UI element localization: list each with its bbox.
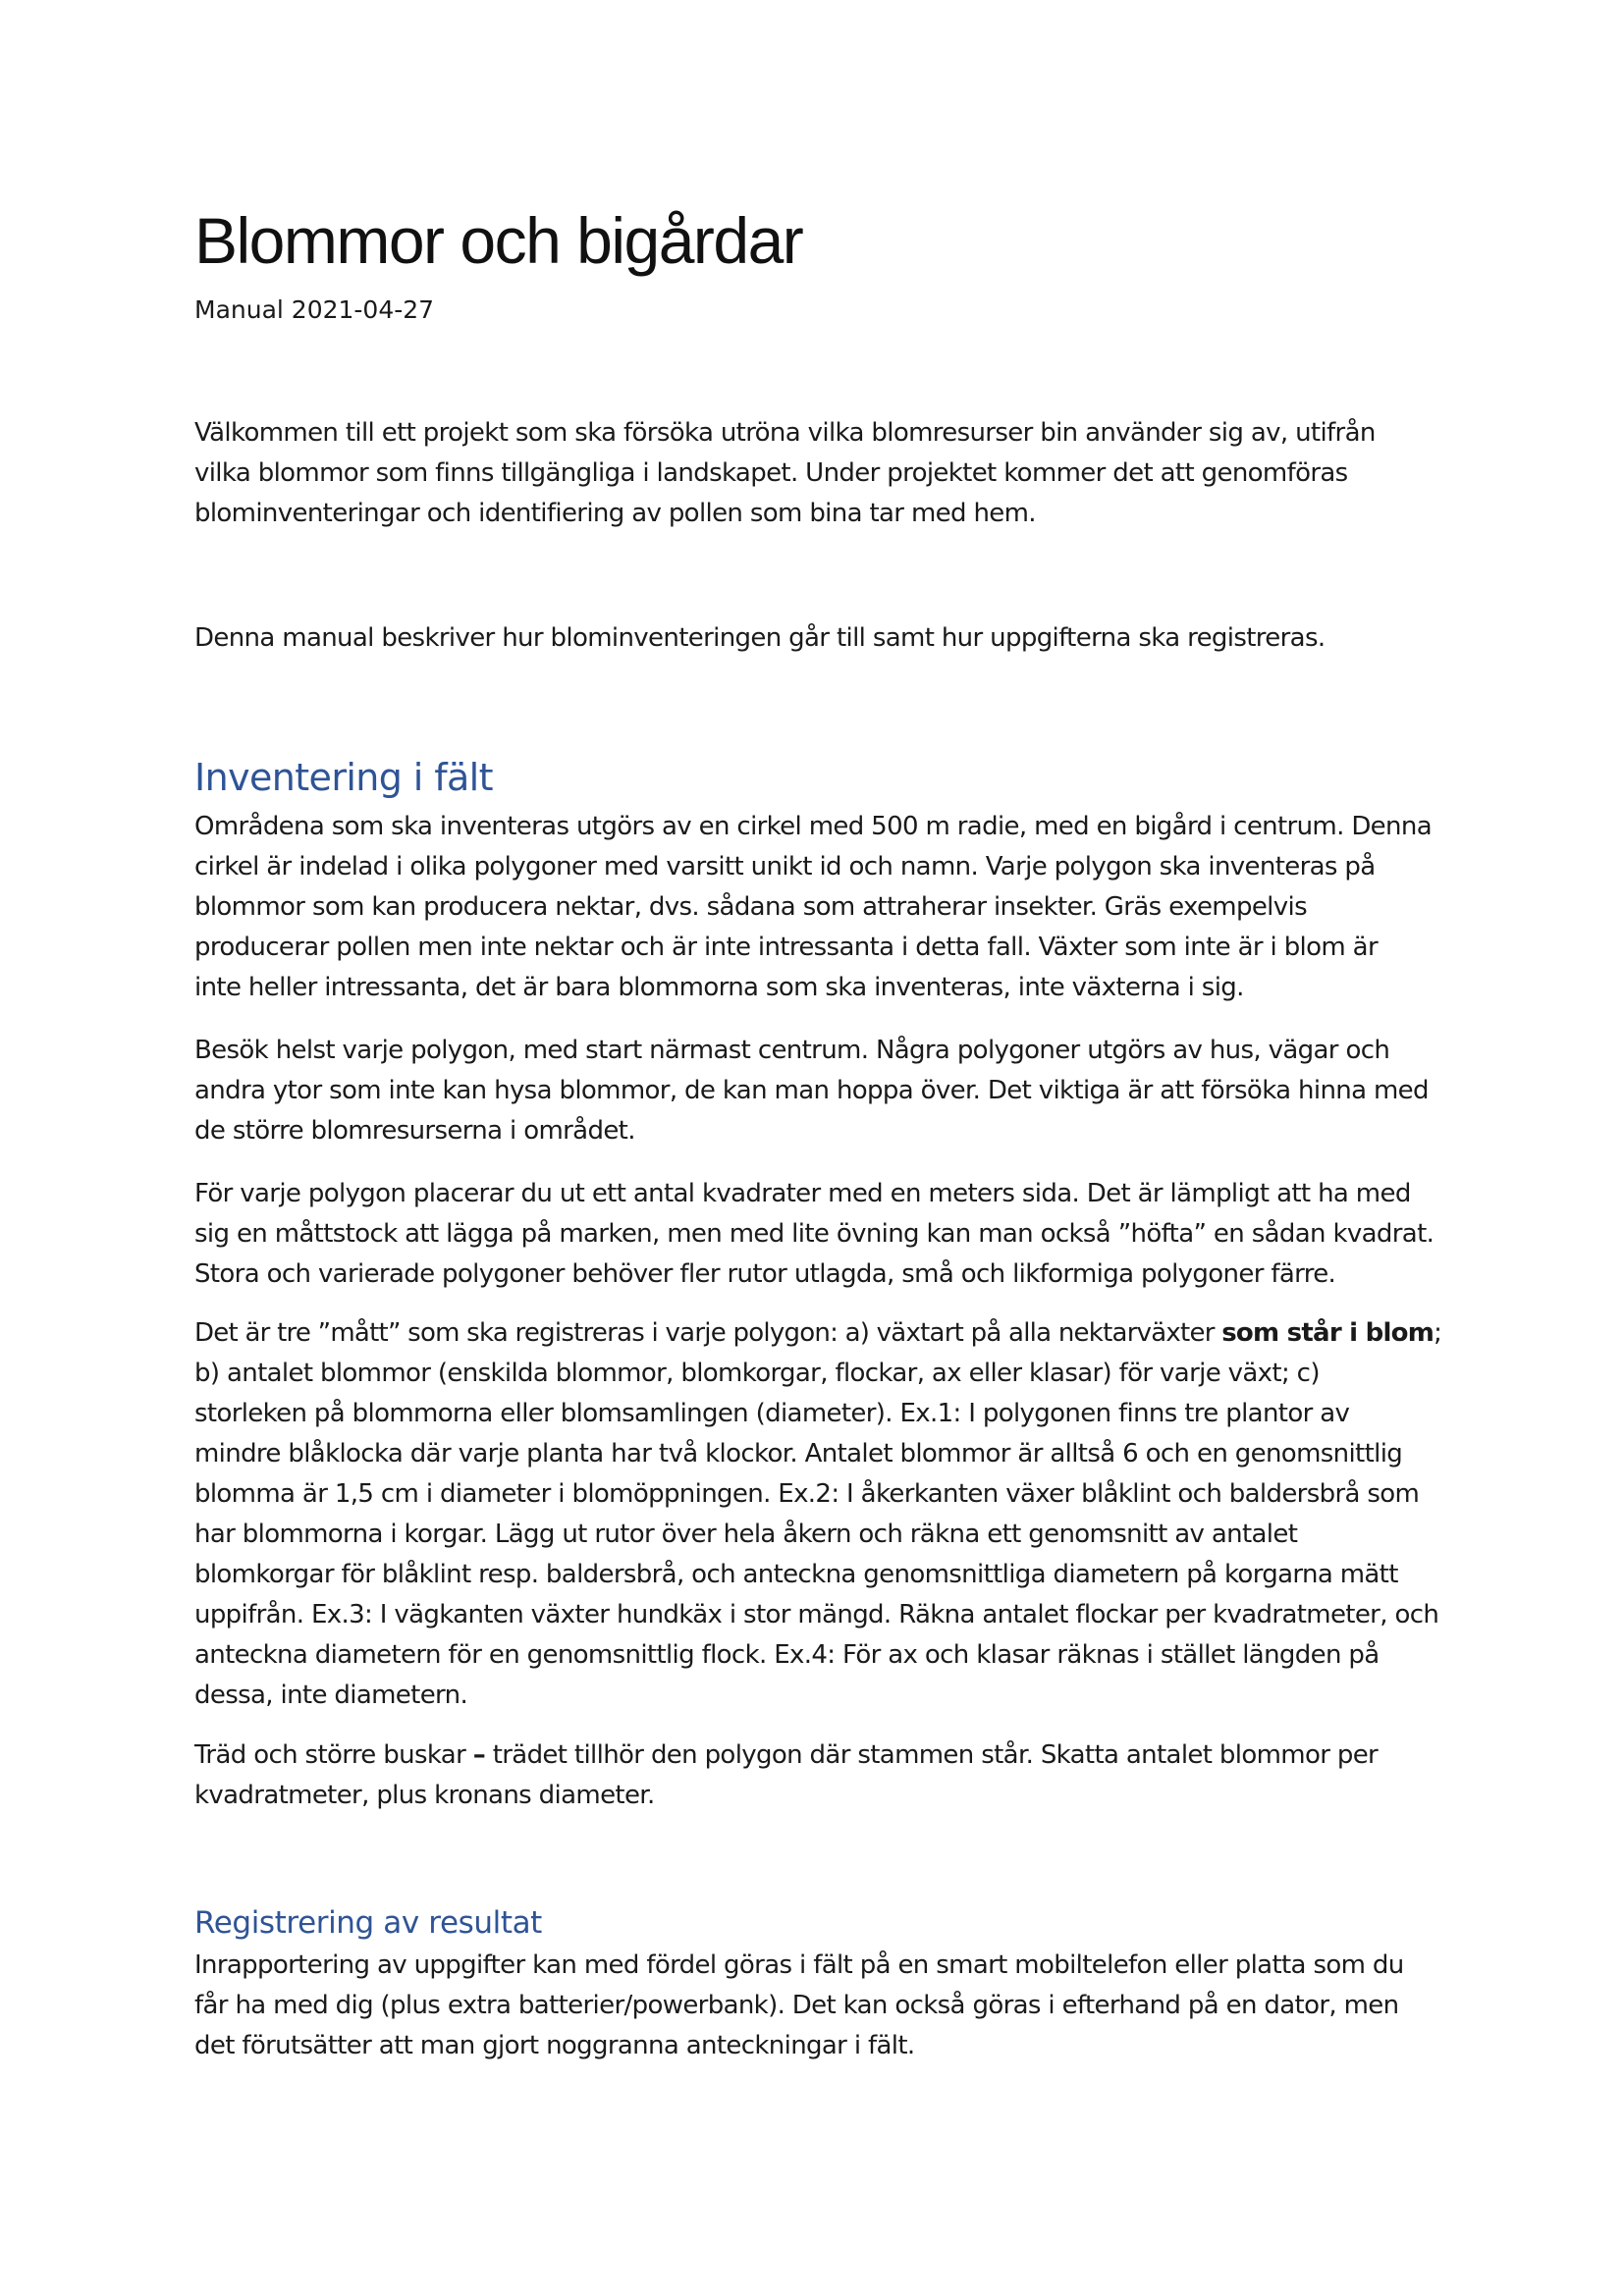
text-run: ;	[1434, 1318, 1442, 1348]
text-line: dessa, inte diametern.	[194, 1681, 468, 1710]
text-line	[194, 1735, 1441, 1776]
text-line: Områdena som ska inventeras utgörs av en cirkel med 500 m radie, med en bigård i centrum. Denna	[194, 812, 1432, 841]
field-paragraph-4	[194, 1313, 1441, 1716]
text-line: För varje polygon placerar du ut ett antal kvadrater med en meters sida. Det är lämpligt att ha med	[194, 1179, 1411, 1208]
text-line: det förutsätter att man gjort noggranna anteckningar i fält.	[194, 2031, 915, 2060]
field-paragraph-1	[194, 807, 1441, 1008]
text-line: anteckna diametern för en genomsnittlig flock. Ex.4: För ax och klasar räknas i stället längden på	[194, 1640, 1380, 1670]
text-line: cirkel är indelad i olika polygoner med varsitt unikt id och namn. Varje polygon ska inventeras på	[194, 852, 1376, 881]
text-line: Besök helst varje polygon, med start närmast centrum. Några polygoner utgörs av hus, vägar och	[194, 1036, 1390, 1065]
intro-paragraph-1	[194, 413, 1441, 534]
emphasis-text: som står i blom	[1221, 1318, 1435, 1348]
text-line: blomkorgar för blåklint resp. baldersbrå, och anteckna genomsnittliga diametern på korgarna mätt	[194, 1560, 1398, 1589]
text-line: uppifrån. Ex.3: I vägkanten växter hundkäx i stor mängd. Räkna antalet flockar per kvadratmeter, och	[194, 1600, 1439, 1629]
section-heading-registrering: Registrering av resultat	[194, 1905, 542, 1941]
text-line: Inrapportering av uppgifter kan med fördel göras i fält på en smart mobiltelefon eller platta som du	[194, 1950, 1404, 1980]
field-paragraph-3	[194, 1174, 1441, 1295]
text-line: inte heller intressanta, det är bara blommorna som ska inventeras, inte växterna i sig.	[194, 973, 1244, 1002]
field-paragraph-2	[194, 1031, 1441, 1151]
document-title: Blommor och bigårdar	[194, 204, 803, 277]
text-line: de större blomresurserna i området.	[194, 1116, 635, 1146]
register-paragraph-1	[194, 1946, 1441, 2066]
text-line: andra ytor som inte kan hysa blommor, de kan man hoppa över. Det viktiga är att försöka hinna med	[194, 1076, 1429, 1105]
text-line: Denna manual beskriver hur blominventeringen går till samt hur uppgifterna ska registreras.	[194, 623, 1326, 653]
text-run: Det är tre ”mått” som ska registreras i varje polygon: a) växtart på alla nektarväxter	[194, 1318, 1222, 1348]
section-heading-inventering: Inventering i fält	[194, 756, 493, 799]
text-line: kvadratmeter, plus kronans diameter.	[194, 1781, 655, 1810]
text-run: trädet tillhör den polygon där stammen står. Skatta antalet blommor per	[485, 1740, 1379, 1770]
text-run: Träd och större buskar	[194, 1740, 473, 1770]
text-line: storleken på blommorna eller blomsamlingen (diameter). Ex.1: I polygonen finns tre plantor av	[194, 1399, 1350, 1428]
text-line: b) antalet blommor (enskilda blommor, blomkorgar, flockar, ax eller klasar) för varje växt; c)	[194, 1359, 1320, 1388]
document-subtitle: Manual 2021-04-27	[194, 295, 435, 324]
text-line: blommor som kan producera nektar, dvs. sådana som attraherar insekter. Gräs exempelvis	[194, 892, 1307, 922]
intro-paragraph-2	[194, 618, 1441, 659]
text-line: har blommorna i korgar. Lägg ut rutor över hela åkern och räkna ett genomsnitt av antalet	[194, 1520, 1298, 1549]
text-line: blominventeringar och identifiering av pollen som bina tar med hem.	[194, 499, 1036, 528]
text-line: Välkommen till ett projekt som ska försöka utröna vilka blomresurser bin använder sig av, utifrån	[194, 418, 1376, 448]
text-line: sig en måttstock att lägga på marken, men med lite övning kan man också ”höfta” en sådan kvadrat.	[194, 1219, 1435, 1249]
text-line: vilka blommor som finns tillgängliga i landskapet. Under projektet kommer det att genomföras	[194, 458, 1348, 488]
text-line: blomma är 1,5 cm i diameter i blomöppningen. Ex.2: I åkerkanten växer blåklint och baldersbrå som	[194, 1479, 1420, 1509]
text-line: får ha med dig (plus extra batterier/powerbank). Det kan också göras i efterhand på en dator, men	[194, 1991, 1399, 2020]
emphasis-text: –	[472, 1740, 486, 1770]
text-line: producerar pollen men inte nektar och är inte intressanta i detta fall. Växter som inte är i blom är	[194, 933, 1379, 962]
field-paragraph-5	[194, 1735, 1441, 1816]
text-line	[194, 1313, 1441, 1354]
text-line: mindre blåklocka där varje planta har två klockor. Antalet blommor är alltså 6 och en genomsnittlig	[194, 1439, 1403, 1468]
text-line: Stora och varierade polygoner behöver fler rutor utlagda, små och likformiga polygoner färre.	[194, 1259, 1336, 1289]
